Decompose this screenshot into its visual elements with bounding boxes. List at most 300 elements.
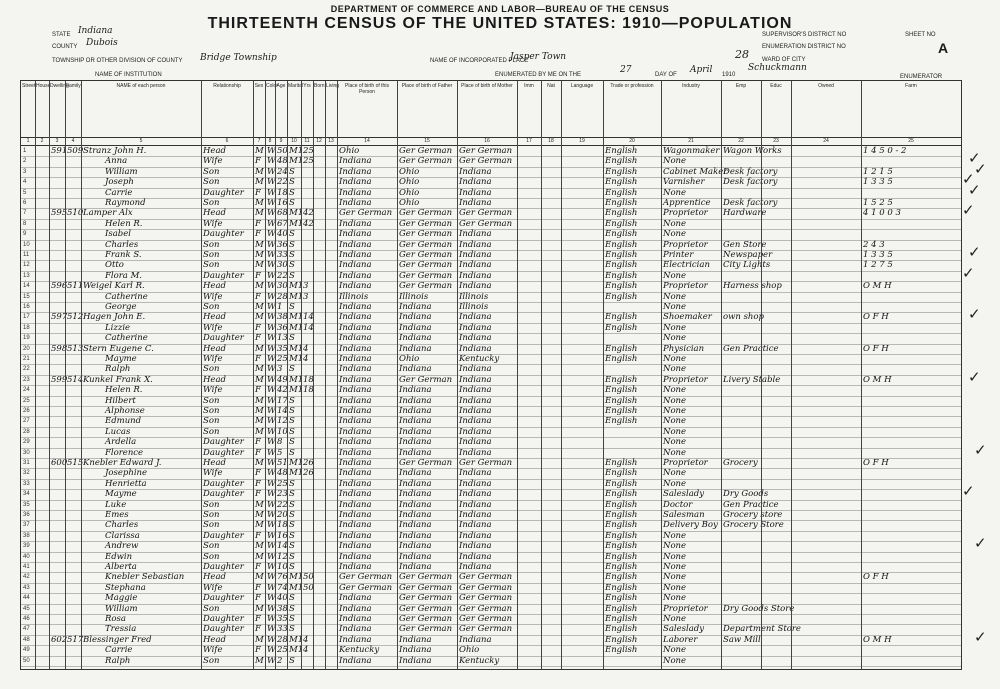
color: W (267, 281, 276, 292)
color: W (267, 582, 276, 593)
relationship: Son (203, 520, 220, 531)
table-row (21, 656, 961, 667)
years-married: 50 (303, 572, 314, 583)
years-married: 14 (303, 312, 314, 323)
relationship: Son (203, 416, 220, 427)
column-number: 11 (304, 138, 310, 144)
line-number: 25 (23, 397, 30, 404)
person-name: Joseph (105, 177, 134, 188)
birthplace-father: Indiana (399, 322, 432, 333)
sex: F (255, 530, 261, 541)
age: 2 (277, 655, 283, 666)
person-name: Luke (105, 499, 127, 510)
years-married: 3 (303, 281, 309, 292)
sheet-number: 28 (735, 48, 749, 61)
marital-status: S (289, 447, 295, 458)
check-mark: ✓ (974, 440, 987, 459)
age: 23 (277, 489, 288, 500)
sex: M (255, 520, 264, 531)
birthplace-person: Indiana (339, 562, 372, 572)
column-divider (721, 81, 722, 669)
column-header: Owned (818, 83, 834, 89)
line-number: 17 (23, 314, 30, 321)
relationship: Wife (203, 645, 223, 656)
family-number: 517 (67, 634, 84, 645)
line-number: 14 (23, 283, 30, 290)
occupation: None (663, 302, 687, 312)
years-married: 42 (303, 218, 314, 229)
birthplace-father: Indiana (399, 385, 432, 396)
sex: M (255, 551, 264, 562)
occupation: None (663, 468, 687, 479)
birthplace-person: Indiana (339, 177, 372, 188)
occupation: None (663, 333, 687, 344)
language: English (605, 468, 638, 479)
years-married: 3 (303, 291, 309, 302)
language: English (605, 146, 638, 156)
line-number: 8 (23, 220, 27, 227)
relationship: Daughter (203, 624, 244, 635)
relationship: Daughter (203, 478, 244, 489)
occupation: None (663, 156, 687, 167)
person-name: Ralph (105, 364, 131, 375)
column-header: Color (266, 83, 278, 89)
age: 22 (277, 177, 288, 188)
line-number: 26 (23, 408, 30, 414)
county-value: Dubois (86, 38, 118, 48)
industry: City Lights (723, 260, 771, 271)
birthplace-person: Illinois (339, 291, 369, 302)
birthplace-person: Indiana (339, 530, 372, 541)
birthplace-mother: Indiana (459, 385, 492, 396)
marital-status: S (289, 593, 295, 604)
birthplace-father: Indiana (399, 302, 432, 312)
color: W (267, 624, 276, 635)
occupation: Electrician (663, 260, 710, 271)
language: English (605, 406, 638, 416)
color: W (267, 572, 276, 583)
ownership: O F H (863, 458, 889, 468)
dwelling-number: 591 (51, 146, 68, 156)
person-name: Helen R. (105, 218, 143, 229)
occupation: None (663, 354, 687, 364)
dwelling-number: 598 (51, 343, 68, 354)
language: English (605, 634, 638, 645)
birthplace-mother: Indiana (459, 281, 492, 292)
column-number: 6 (225, 138, 229, 144)
birthplace-mother: Ger German (459, 458, 513, 468)
column-header: Street (22, 83, 36, 89)
age: 76 (277, 572, 288, 583)
sex: F (255, 218, 261, 229)
color: W (267, 270, 276, 281)
marital-status: S (289, 177, 295, 188)
relationship: Daughter (203, 447, 244, 458)
birthplace-father: Ohio (399, 166, 420, 177)
line-number: 33 (23, 480, 30, 487)
birthplace-mother: Indiana (459, 541, 492, 552)
column-divider (861, 81, 862, 669)
industry: Dry Goods (723, 489, 769, 500)
county-label: COUNTY (52, 44, 78, 50)
language: English (605, 478, 638, 489)
industry: own shop (723, 312, 764, 323)
occupation: None (663, 655, 687, 666)
years-married: 18 (303, 374, 314, 385)
line-number: 44 (23, 595, 30, 602)
birthplace-mother: Indiana (459, 260, 492, 271)
relationship: Daughter (203, 562, 244, 572)
relationship: Daughter (203, 437, 244, 448)
sex: F (255, 624, 261, 635)
birthplace-mother: Indiana (459, 499, 492, 510)
column-number: 22 (738, 138, 744, 144)
ownership: O M H (863, 374, 892, 385)
relationship: Head (203, 458, 226, 468)
industry: Desk factory (723, 198, 778, 208)
language: English (605, 551, 638, 562)
column-number: 21 (688, 138, 694, 144)
birthplace-person: Kentucky (339, 645, 380, 656)
occupation: Proprietor (663, 374, 708, 385)
color: W (267, 229, 276, 240)
birthplace-person: Indiana (339, 489, 372, 500)
relationship: Head (203, 572, 226, 583)
color: W (267, 198, 276, 208)
birthplace-person: Indiana (339, 458, 372, 468)
birthplace-mother: Ger German (459, 156, 513, 167)
relationship: Son (203, 302, 220, 312)
column-header: Trade or profession (610, 83, 654, 89)
language: English (605, 385, 638, 396)
relationship: Daughter (203, 270, 244, 281)
enumerator-name: Schuckmann (748, 63, 807, 73)
birthplace-mother: Indiana (459, 416, 492, 427)
line-number: 23 (23, 376, 30, 383)
years-married: 4 (303, 634, 309, 645)
person-name: Mayme (105, 354, 137, 364)
marital-status: S (289, 426, 295, 437)
marital-status: M1 (289, 343, 304, 354)
marital-status: S (289, 562, 295, 572)
birthplace-person: Indiana (339, 250, 372, 260)
color: W (267, 655, 276, 666)
marital-status: M1 (289, 312, 304, 323)
years-married: 26 (303, 468, 314, 479)
language: English (605, 156, 638, 167)
birthplace-father: Ger German (399, 572, 453, 583)
age: 16 (277, 530, 288, 541)
ownership: 4 1 0 0 3 (863, 208, 901, 219)
birthplace-father: Ger German (399, 614, 453, 624)
sex: M (255, 302, 264, 312)
years-married: 4 (303, 645, 309, 656)
birthplace-person: Indiana (339, 302, 372, 312)
birthplace-person: Indiana (339, 634, 372, 645)
marital-status: S (289, 250, 295, 260)
birthplace-mother: Indiana (459, 520, 492, 531)
birthplace-father: Ohio (399, 177, 420, 188)
language: English (605, 593, 638, 604)
person-name: Carrie (105, 187, 133, 198)
line-number: 29 (23, 439, 30, 446)
column-header: Age (276, 83, 286, 89)
age: 48 (277, 156, 288, 167)
sheet-label: SHEET NO (905, 32, 936, 38)
line-number: 27 (23, 418, 30, 425)
person-name: Charles (105, 239, 139, 250)
column-number: 23 (773, 138, 779, 144)
birthplace-mother: Indiana (459, 229, 492, 240)
column-header: Dwelling (50, 83, 69, 89)
age: 17 (277, 395, 288, 406)
marital-status: S (289, 187, 295, 198)
dwelling-number: 596 (51, 281, 68, 292)
person-name: Stranz John H. (83, 146, 147, 156)
birthplace-mother: Indiana (459, 198, 492, 208)
person-name: Otto (105, 260, 124, 271)
birthplace-mother: Ger German (459, 624, 513, 635)
relationship: Daughter (203, 614, 244, 624)
industry: Dry Goods Store (723, 603, 795, 614)
color: W (267, 416, 276, 427)
language: English (605, 250, 638, 260)
person-name: Mayme (105, 489, 137, 500)
relationship: Daughter (203, 333, 244, 344)
color: W (267, 562, 276, 572)
birthplace-mother: Indiana (459, 322, 492, 333)
color: W (267, 302, 276, 312)
birthplace-person: Indiana (339, 551, 372, 562)
language: English (605, 354, 638, 364)
marital-status: S (289, 229, 295, 240)
sex: M (255, 541, 264, 552)
color: W (267, 499, 276, 510)
marital-status: S (289, 624, 295, 635)
color: W (267, 156, 276, 167)
marital-status: S (289, 239, 295, 250)
line-number: 43 (23, 584, 30, 591)
year-value: 1910 (722, 72, 736, 78)
age: 22 (277, 499, 288, 510)
column-divider (561, 81, 562, 669)
industry: Gen Practice (723, 499, 779, 510)
relationship: Head (203, 208, 226, 219)
column-number: 18 (548, 138, 554, 144)
ownership: 1 4 5 0 - 2 (863, 146, 907, 156)
column-number: 4 (71, 138, 75, 144)
relationship: Daughter (203, 187, 244, 198)
sex: M (255, 395, 264, 406)
occupation: None (663, 551, 687, 562)
marital-status: S (289, 541, 295, 552)
age: 10 (277, 562, 288, 572)
language: English (605, 572, 638, 583)
birthplace-father: Ger German (399, 218, 453, 229)
birthplace-father: Ger German (399, 582, 453, 593)
years-married: 25 (303, 156, 314, 167)
person-name: George (105, 302, 137, 312)
birthplace-mother: Indiana (459, 270, 492, 281)
sex: M (255, 260, 264, 271)
occupation: None (663, 395, 687, 406)
birthplace-person: Indiana (339, 510, 372, 520)
color: W (267, 208, 276, 219)
relationship: Son (203, 541, 220, 552)
marital-status: S (289, 333, 295, 344)
birthplace-person: Indiana (339, 270, 372, 281)
relationship: Son (203, 406, 220, 416)
line-number: 10 (23, 241, 30, 248)
color: W (267, 260, 276, 271)
sex: F (255, 187, 261, 198)
column-divider (457, 81, 458, 669)
birthplace-mother: Ger German (459, 603, 513, 614)
birthplace-father: Indiana (399, 478, 432, 489)
industry: Desk factory (723, 177, 778, 188)
line-number: 16 (23, 304, 30, 310)
occupation: None (663, 406, 687, 416)
column-number: 13 (328, 138, 334, 144)
enumeration-district-label: ENUMERATION DISTRICT NO (762, 44, 846, 50)
person-name: Ardella (105, 437, 137, 448)
language: English (605, 458, 638, 468)
age: 33 (277, 250, 288, 260)
color: W (267, 603, 276, 614)
relationship: Daughter (203, 229, 244, 240)
birthplace-person: Indiana (339, 354, 372, 364)
sex: F (255, 437, 261, 448)
ownership: O M H (863, 634, 892, 645)
column-header: Yrs (303, 83, 311, 89)
marital-status: M1 (289, 218, 304, 229)
occupation: None (663, 614, 687, 624)
marital-status: M1 (289, 634, 304, 645)
language: English (605, 166, 638, 177)
line-number: 35 (23, 501, 30, 508)
sex: M (255, 510, 264, 520)
age: 25 (277, 645, 288, 656)
sex: F (255, 447, 261, 458)
sex: F (255, 582, 261, 593)
age: 14 (277, 541, 288, 552)
birthplace-father: Ger German (399, 458, 453, 468)
column-header: Industry (682, 83, 700, 89)
column-number: 19 (579, 138, 585, 144)
years-married: 50 (303, 582, 314, 593)
relationship: Daughter (203, 489, 244, 500)
color: W (267, 177, 276, 188)
birthplace-person: Ohio (339, 146, 360, 156)
birthplace-father: Ger German (399, 270, 453, 281)
person-name: Lucas (105, 426, 131, 437)
years-married: 26 (303, 458, 314, 468)
enumerated-day: 27 (620, 65, 632, 75)
birthplace-mother: Indiana (459, 468, 492, 479)
color: W (267, 146, 276, 156)
years-married: 4 (303, 343, 309, 354)
language: English (605, 198, 638, 208)
color: W (267, 478, 276, 489)
occupation: None (663, 645, 687, 656)
birthplace-person: Indiana (339, 416, 372, 427)
age: 28 (277, 291, 288, 302)
marital-status: S (289, 260, 295, 271)
sex: M (255, 603, 264, 614)
line-number: 13 (23, 272, 30, 279)
language: English (605, 187, 638, 198)
relationship: Son (203, 395, 220, 406)
birthplace-father: Ohio (399, 187, 420, 198)
column-header: Relationship (213, 83, 241, 89)
marital-status: S (289, 603, 295, 614)
ownership: 1 3 3 5 (863, 177, 893, 188)
industry: Saw Mill (723, 634, 761, 645)
years-married: 14 (303, 322, 314, 333)
birthplace-person: Indiana (339, 333, 372, 344)
relationship: Wife (203, 582, 223, 593)
person-name: Catherine (105, 291, 148, 302)
birthplace-mother: Indiana (459, 437, 492, 448)
column-number: 20 (629, 138, 635, 144)
birthplace-father: Indiana (399, 634, 432, 645)
color: W (267, 489, 276, 500)
sex: F (255, 614, 261, 624)
age: 38 (277, 312, 288, 323)
marital-status: M1 (289, 281, 304, 292)
line-number: 30 (23, 449, 30, 456)
birthplace-father: Indiana (399, 562, 432, 572)
occupation: Proprietor (663, 281, 708, 292)
birthplace-father: Indiana (399, 437, 432, 448)
language: English (605, 520, 638, 531)
birthplace-father: Indiana (399, 406, 432, 416)
sex: M (255, 364, 264, 375)
language: English (605, 614, 638, 624)
age: 5 (277, 447, 283, 458)
language: English (605, 510, 638, 520)
age: 13 (277, 333, 288, 344)
ownership: O F H (863, 312, 889, 323)
age: 35 (277, 343, 288, 354)
birthplace-person: Ger German (339, 208, 393, 219)
column-divider (287, 81, 288, 669)
family-number: 514 (67, 374, 84, 385)
line-number: 28 (23, 428, 30, 435)
sex: F (255, 333, 261, 344)
occupation: None (663, 582, 687, 593)
sex: M (255, 343, 264, 354)
relationship: Son (203, 655, 220, 666)
birthplace-mother: Kentucky (459, 655, 500, 666)
birthplace-father: Illinois (399, 291, 429, 302)
age: 40 (277, 593, 288, 604)
birthplace-father: Indiana (399, 416, 432, 427)
industry: Grocery store (723, 510, 783, 520)
marital-status: M1 (289, 322, 304, 333)
birthplace-person: Indiana (339, 437, 372, 448)
column-divider (275, 81, 276, 669)
birthplace-person: Indiana (339, 239, 372, 250)
marital-status: M1 (289, 572, 304, 583)
industry: Desk factory (723, 166, 778, 177)
sex: F (255, 593, 261, 604)
relationship: Daughter (203, 593, 244, 604)
color: W (267, 593, 276, 604)
relationship: Son (203, 239, 220, 250)
age: 10 (277, 426, 288, 437)
marital-status: M1 (289, 156, 304, 167)
